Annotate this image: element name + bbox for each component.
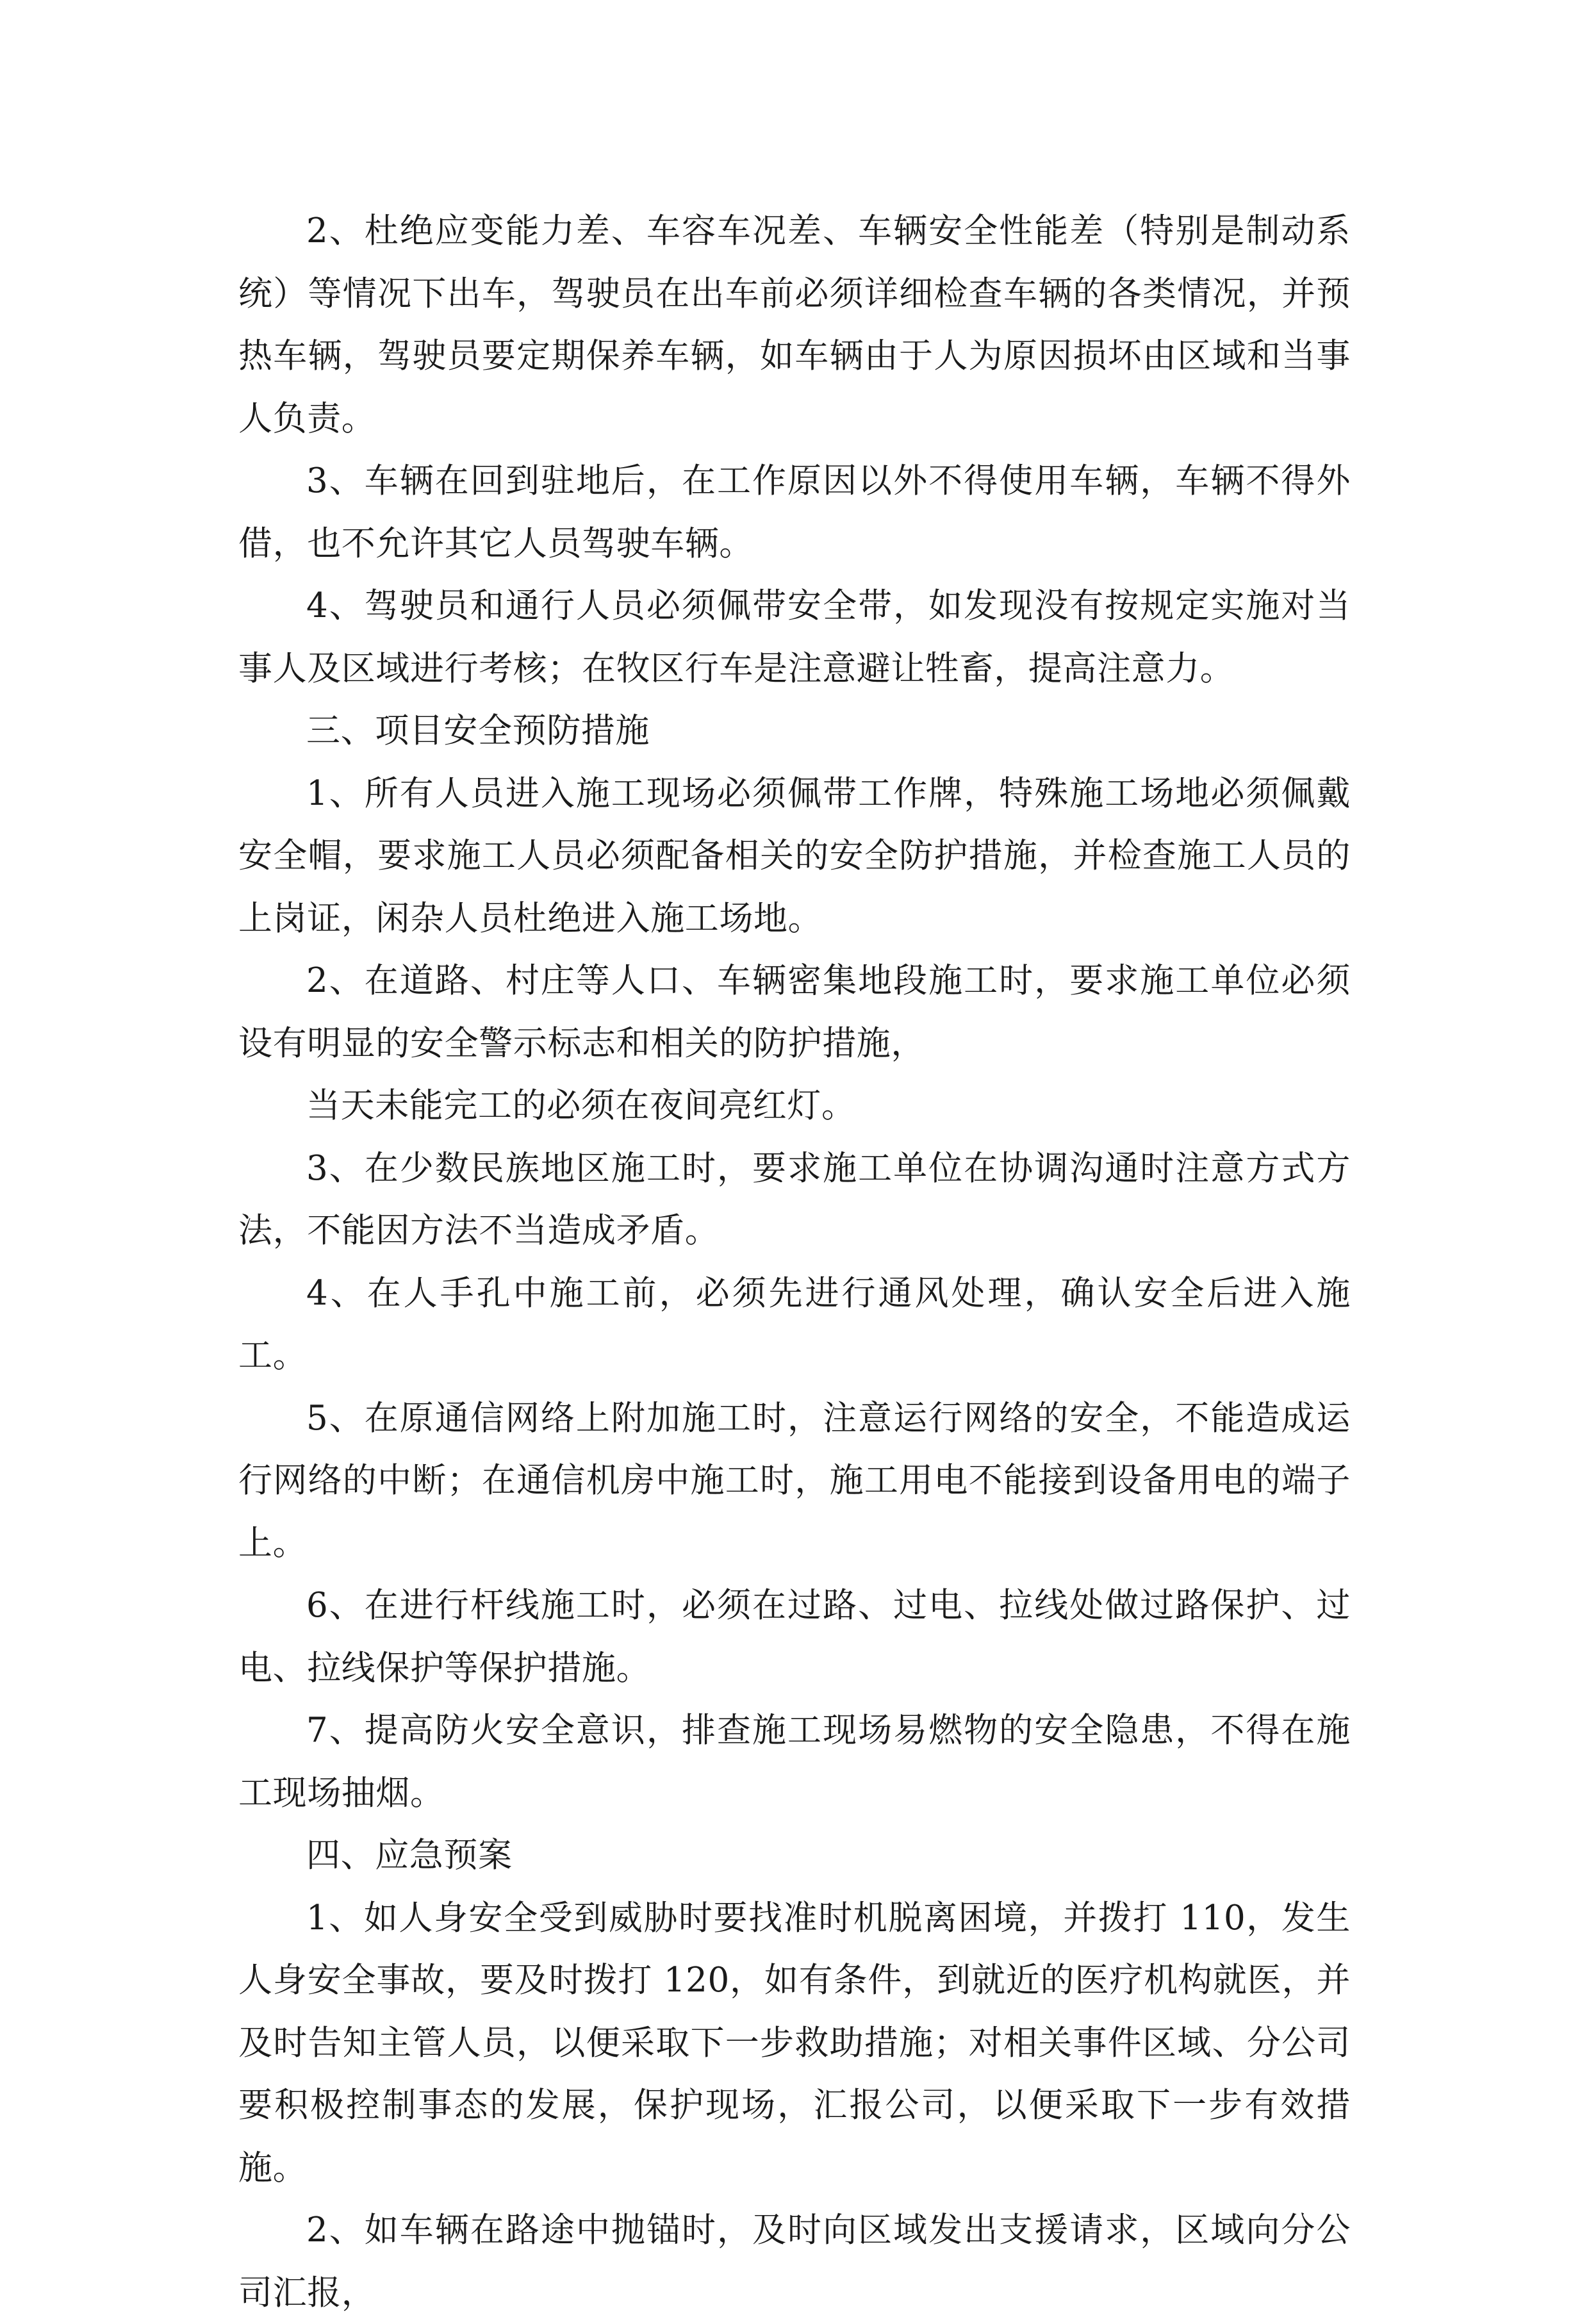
paragraph-personal-safety: 1、如人身安全受到威胁时要找准时机脱离困境，并拨打 110，发生人身安全事故，要及时拨打 120，如有条件，到就近的医疗机构就医，并及时告知主管人员，以便采取下一步救助措施；对相关事件区域、分公司要积极控制事态的发展，保护现场，汇报公司，以便采取下一步有效措施。 (238, 1898, 1351, 2188)
paragraph-warning-signs: 2、在道路、村庄等人口、车辆密集地段施工时，要求施工单位必须设有明显的安全警示标志和相关的防护措施， (238, 961, 1351, 1063)
paragraph-seatbelt: 4、驾驶员和通行人员必须佩带安全带，如发现没有按规定实施对当事人及区域进行考核；在牧区行车是注意避让牲畜，提高注意力。 (238, 586, 1351, 688)
paragraph-site-access: 1、所有人员进入施工现场必须佩带工作牌，特殊施工场地必须佩戴安全帽，要求施工人员必须配备相关的安全防护措施，并检查施工人员的上岗证，闲杂人员杜绝进入施工场地。 (238, 773, 1351, 938)
paragraph-fire-safety: 7、提高防火安全意识，排查施工现场易燃物的安全隐患，不得在施工现场抽烟。 (238, 1711, 1351, 1813)
document-body (238, 200, 1351, 2324)
paragraph-vehicle-breakdown: 2、如车辆在路途中抛锚时，及时向区域发出支援请求，区域向分公司汇报， (238, 2211, 1351, 2312)
paragraph-manhole-ventilation: 4、在人手孔中施工前，必须先进行通风处理，确认安全后进入施工。 (238, 1273, 1351, 1375)
paragraph-pole-line: 6、在进行杆线施工时，必须在过路、过电、拉线处做过路保护、过电、拉线保护等保护措施。 (238, 1586, 1351, 1688)
paragraph-vehicle-inspection: 2、杜绝应变能力差、车容车况差、车辆安全性能差（特别是制动系统）等情况下出车，驾驶员在出车前必须详细检查车辆的各类情况，并预热车辆，驾驶员要定期保养车辆，如车辆由于人为原因损坏由区域和当事人负责。 (238, 211, 1351, 438)
paragraph-network-safety: 5、在原通信网络上附加施工时，注意运行网络的安全，不能造成运行网络的中断；在通信机房中施工时，施工用电不能接到设备用电的端子上。 (238, 1398, 1351, 1563)
section-heading-safety-measures: 三、项目安全预防措施 (306, 711, 650, 750)
paragraph-minority-areas: 3、在少数民族地区施工时，要求施工单位在协调沟通时注意方式方法，不能因方法不当造成矛盾。 (238, 1148, 1351, 1250)
paragraph-red-light: 当天未能完工的必须在夜间亮红灯。 (306, 1086, 856, 1125)
paragraph-vehicle-use: 3、车辆在回到驻地后，在工作原因以外不得使用车辆，车辆不得外借，也不允许其它人员驾驶车辆。 (238, 461, 1351, 563)
section-heading-emergency-plan: 四、应急预案 (306, 1836, 513, 1875)
